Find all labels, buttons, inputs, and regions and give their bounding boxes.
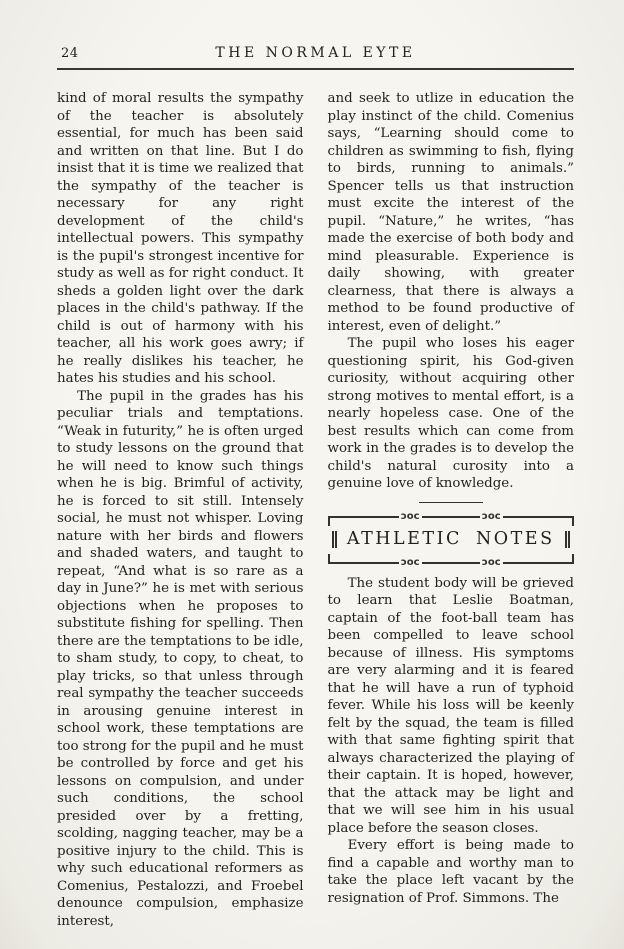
page-title: THE NORMAL EYTE: [215, 45, 416, 61]
paragraph: Every effort is being made to find a capable and worthy man to take the place left vacant by the resignation of Prof. Simmons. The: [327, 838, 574, 906]
page-header: [57, 44, 574, 70]
ornament-line: [422, 554, 480, 564]
ornament-corner-icon: [328, 554, 341, 564]
ornament-corner-icon: [561, 516, 574, 526]
chain-ornament-icon: ɔoc: [481, 556, 501, 568]
ornament-line: [503, 516, 561, 526]
athletic-notes-header-box: [328, 510, 575, 568]
ornament-border-top: [328, 510, 575, 526]
right-column: [328, 90, 575, 930]
paragraph: The pupil in the grades has his peculiar trials and temptations. “Weak in futurity,” he is often urged to study lessons on the ground that he will need to know such things when he is big. Brimful of activity, he is forced to sit still. Intensely social, he must not whisper. Loving nature with her birds and flowers and shaded waters, and taught to repeat, “And what is so rare as a day in June?” he is met with serious objections when he proposes to substitute fishing for spelling. Then there are the temptations to be idle, to sham study, to copy, to cheat, to play tricks, so that unless through real sympathy the teacher succeeds in arousing genuine interest in school work, these temptations are too strong for the pupil and he must be controlled by force and get his lessons on compulsion, and under such conditions, the school presided over by a fretting, scolding, nagging teacher, may be a positive injury to the child. This is why such educational reformers as Comenius, Pestalozzi, and Froebel denounce compulsion, emphasize interest,: [57, 388, 304, 929]
ornament-line: [341, 554, 399, 564]
page-number: 24: [61, 46, 79, 61]
section-divider: [419, 502, 483, 503]
paragraph: kind of moral results the sympathy of the teacher is absolutely essential, for much has been said and written on that line. But I do insist that it is time we realized that the sympathy of the teacher is necessary for any right development of the child's intellectual powers. This sympathy is the pupil's strongest incentive for study as well as for right conduct. It sheds a golden light over the dark places in the child's pathway. If the child is out of harmony with his teacher, all his work goes awry; if he really dislikes his teacher, he hates his studies and his school.: [57, 91, 304, 386]
paragraph: The pupil who loses his eager questioning spirit, his God-given curiosity, without acquiring other strong motives to mental effort, is a nearly hopeless case. One of the best results which can come from work in the grades is to develop the child's natural curosity into a genuine love of knowledge.: [327, 336, 574, 491]
left-column: [57, 90, 304, 930]
chain-ornament-icon: ɔoc: [400, 556, 420, 568]
ornament-line: [341, 516, 399, 526]
paragraph: and seek to utlize in education the play instinct of the child. Comenius says, “Learning should come to children as swimming to fish, flying to birds, running to animals.” Spencer tells us that instruction must excite the interest of the pupil. “Nature,” he writes, “has made the exercise of both body and mind pleasurable. Experience is daily showing, with greater clearness, that there is always a method to be found productive of interest, even of delight.”: [327, 91, 574, 334]
chain-ornament-icon: ɔoc: [481, 510, 501, 522]
chain-ornament-icon: ɔoc: [400, 510, 420, 522]
section-title-athletic-notes: ATHLETIC NOTES: [346, 528, 555, 549]
ornament-side-icon: [565, 531, 570, 548]
text-columns: [57, 90, 574, 930]
ornament-line: [503, 554, 561, 564]
ornament-corner-icon: [561, 554, 574, 564]
ornament-line: [422, 516, 480, 526]
paragraph: The student body will be grieved to learn that Leslie Boatman, captain of the foot-ball team has been compelled to leave school because of illness. His symptoms are very alarming and it is feared that he will have a run of typhoid fever. While his loss will be keenly felt by the squad, the team is filled with that same fighting spirit that always characterized the playing of their captain. It is hoped, however, that the attack may be light and that we will see him in his usual place before the season closes.: [327, 575, 574, 836]
ornament-border-bottom: [328, 554, 575, 568]
athletic-notes-title-row: [328, 526, 575, 554]
ornament-corner-icon: [328, 516, 341, 526]
